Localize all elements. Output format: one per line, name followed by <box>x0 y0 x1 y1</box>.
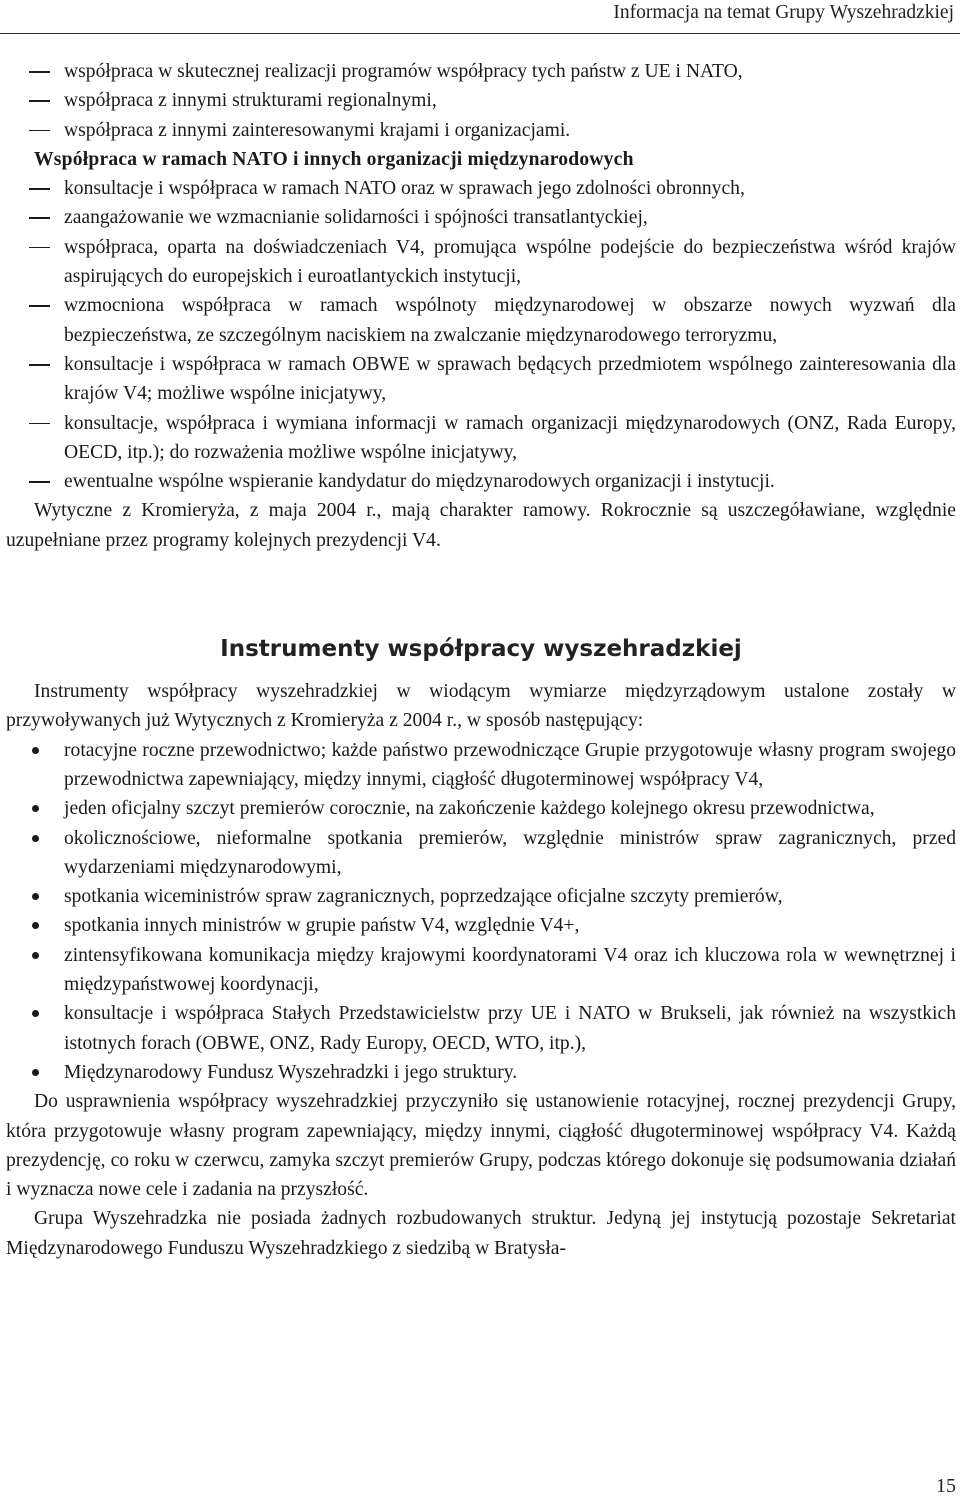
list-item: okolicznościowe, nieformalne spotkania premierów, względnie ministrów spraw zagranicznych, przed wydarzeniami międzynarodowymi, <box>6 824 956 883</box>
list-item: spotkania wiceministrów spraw zagranicznych, poprzedzające oficjalne szczyty premierów, <box>6 882 956 911</box>
structures-paragraph: Grupa Wyszehradzka nie posiada żadnych rozbudowanych struktur. Jedyną jej instytucją pozostaje Sekretariat Międzynarodowego Funduszu Wyszehradzkiego z siedzibą w Bratysła- <box>6 1208 956 1259</box>
list-item: współpraca, oparta na doświadczeniach V4, promująca wspólne podejście do bezpieczeństwa wśród krajów aspirujących do europejskich i euroatlantyckich instytucji, <box>6 233 956 292</box>
intro-dash-list <box>6 57 956 145</box>
list-item: współpraca z innymi strukturami regionalnymi, <box>6 86 956 115</box>
list-item: spotkania innych ministrów w grupie państw V4, względnie V4+, <box>6 911 956 940</box>
list-item: zaangażowanie we wzmacnianie solidarności i spójności transatlantyckiej, <box>6 203 956 232</box>
list-item: konsultacje i współpraca Stałych Przedstawicielstw przy UE i NATO w Brukseli, jak również na wszystkich istotnych forach (OBWE, ONZ, Rady Europy, OECD, WTO, itp.), <box>6 999 956 1058</box>
instruments-bullet-list <box>6 736 956 1088</box>
list-item: konsultacje i współpraca w ramach NATO oraz w sprawach jego zdolności obronnych, <box>6 174 956 203</box>
list-item: współpraca z innymi zainteresowanymi krajami i organizacjami. <box>6 116 956 145</box>
list-item: Międzynarodowy Fundusz Wyszehradzki i jego struktury. <box>6 1058 956 1087</box>
presidency-paragraph: Do usprawnienia współpracy wyszehradzkiej przyczyniło się ustanowienie rotacyjnej, rocznej prezydencji Grupy, która przygotowuje własny program zapewniający, między innymi, ciągłość długoterminowej współpracy V4. Każdą prezydencję, co roku w czerwcu, zamyka szczyt premierów Grupy, podczas którego dokonuje się podsumowania działań i wyznacza nowe cele i zadania na przyszłość. <box>6 1091 956 1201</box>
list-item: współpraca w skutecznej realizacji programów współpracy tych państw z UE i NATO, <box>6 57 956 86</box>
header-rule <box>0 33 960 34</box>
list-item: konsultacje i współpraca w ramach OBWE w sprawach będących przedmiotem wspólnego zainteresowania dla krajów V4; możliwe wspólne inicjatywy, <box>6 350 956 409</box>
nato-dash-list <box>6 174 956 496</box>
list-item: rotacyjne roczne przewodnictwo; każde państwo przewodniczące Grupie przygotowuje własny program swojego przewodnictwa zapewniający, między innymi, ciągłość długoterminowej współpracy V4, <box>6 736 956 795</box>
page-number: 15 <box>936 1475 956 1497</box>
section-title: Instrumenty współpracy wyszehradzkiej <box>220 636 742 663</box>
page-body <box>6 57 956 1263</box>
list-item: jeden oficjalny szczyt premierów corocznie, na zakończenie każdego kolejnego okresu przewodnictwa, <box>6 794 956 823</box>
list-item: zintensyfikowana komunikacja między krajowymi koordynatorami V4 oraz ich kluczowa rola w wewnętrznej i międzypaństwowej koordynacji, <box>6 941 956 1000</box>
list-item: wzmocniona współpraca w ramach wspólnoty międzynarodowej w obszarze nowych wyzwań dla bezpieczeństwa, ze szczególnym naciskiem na zwalczanie międzynarodowego terroryzmu, <box>6 291 956 350</box>
instruments-intro-paragraph: Instrumenty współpracy wyszehradzkiej w wiodącym wymiarze międzyrządowym ustalone zostały w przywoływanych już Wytycznych z Kromieryża z 2004 r., w sposób następujący: <box>6 681 956 732</box>
guidelines-paragraph: Wytyczne z Kromieryża, z maja 2004 r., mają charakter ramowy. Rokrocznie są uszczegóławiane, względnie uzupełniane przez programy kolejnych prezydencji V4. <box>6 500 956 551</box>
running-header: Informacja na temat Grupy Wyszehradzkiej <box>613 2 954 23</box>
list-item: konsultacje, współpraca i wymiana informacji w ramach organizacji międzynarodowych (ONZ, Rada Europy, OECD, itp.); do rozważenia możliwe wspólne inicjatywy, <box>6 409 956 468</box>
nato-section-heading: Współpraca w ramach NATO i innych organizacji międzynarodowych <box>34 148 634 170</box>
list-item: ewentualne wspólne wspieranie kandydatur do międzynarodowych organizacji i instytucji. <box>6 467 956 496</box>
